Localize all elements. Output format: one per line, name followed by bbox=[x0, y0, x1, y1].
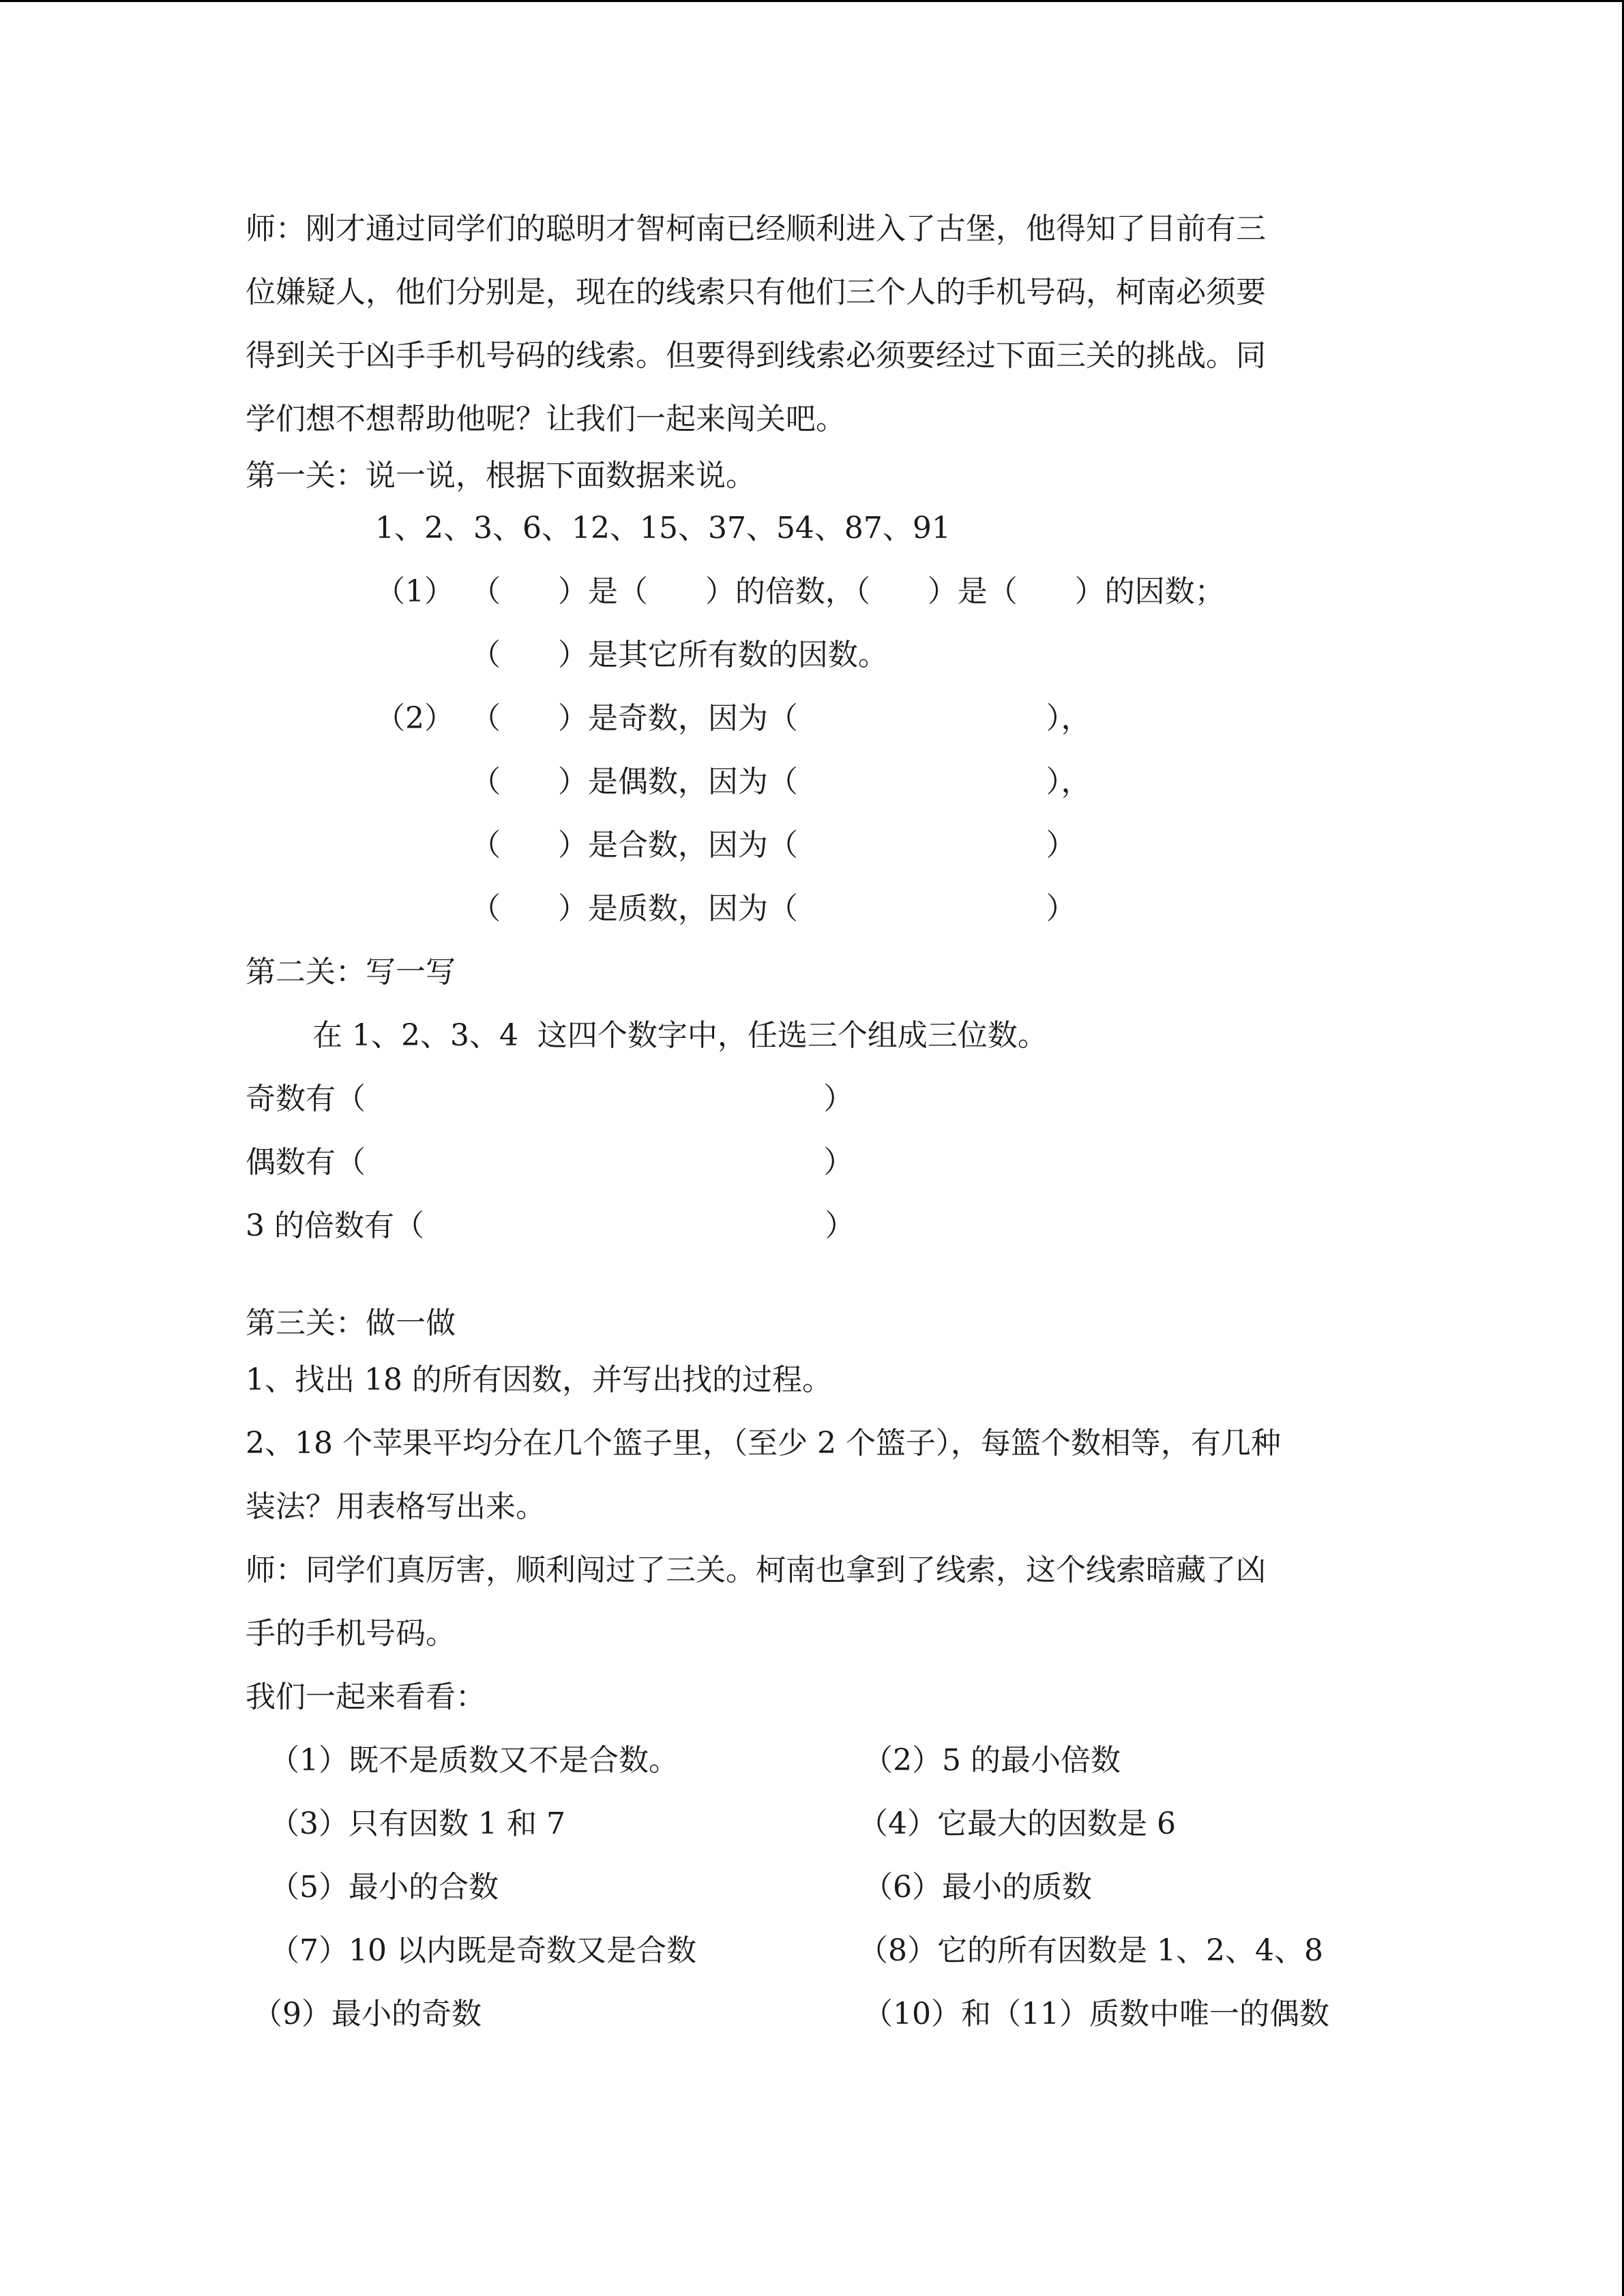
clue-left: （3）只有因数 1 和 7 bbox=[269, 1806, 565, 1841]
intro-line-1: 师：刚才通过同学们的聪明才智柯南已经顺利进入了古堡，他得知了目前有三 bbox=[246, 211, 1266, 246]
level3-item-1: 1、找出 18 的所有因数，并写出找的过程。 bbox=[246, 1362, 832, 1397]
level1-q1-text: （ ）是（ ）的倍数，（ ）是（ ）的因数； bbox=[471, 574, 1225, 609]
level2-odd: 奇数有（ ） bbox=[246, 1082, 854, 1116]
clue-right: （2）5 的最小倍数 bbox=[863, 1743, 1121, 1778]
level1-q2-label: （2） bbox=[375, 701, 454, 736]
level2-multiple3: 3 的倍数有（ ） bbox=[246, 1208, 855, 1243]
level3-title: 第三关：做一做 bbox=[246, 1306, 456, 1341]
level2-instruction: 在 1、2、3、4 这四个数字中，任选三个组成三位数。 bbox=[312, 1018, 1048, 1053]
intro-line-4: 学们想不想帮助他呢？让我们一起来闯关吧。 bbox=[246, 402, 846, 436]
intro-line-2: 位嫌疑人，他们分别是，现在的线索只有他们三个人的手机号码，柯南必须要 bbox=[246, 275, 1266, 310]
intro-line-3: 得到关于凶手手机号码的线索。但要得到线索必须要经过下面三关的挑战。同 bbox=[246, 338, 1266, 373]
level1-q2-prime: （ ）是质数，因为（ ） bbox=[471, 891, 1076, 926]
level1-q2-odd: （ ）是奇数，因为（ ）， bbox=[471, 701, 1091, 736]
level3-item-2-line-1: 2、18 个苹果平均分在几个篮子里，（至少 2 个篮子），每篮个数相等，有几种 bbox=[246, 1426, 1281, 1461]
outro-line-3: 我们一起来看看： bbox=[246, 1680, 486, 1714]
level1-q1-label: （1） bbox=[375, 574, 454, 609]
level2-even: 偶数有（ ） bbox=[246, 1145, 854, 1180]
clue-left: （5）最小的合数 bbox=[269, 1870, 499, 1905]
clue-right: （6）最小的质数 bbox=[863, 1870, 1092, 1905]
clue-right: （8）它的所有因数是 1、2、4、8 bbox=[858, 1933, 1323, 1968]
clue-right: （10）和（11）质数中唯一的偶数 bbox=[863, 1997, 1329, 2031]
level1-title: 第一关：说一说，根据下面数据来说。 bbox=[246, 458, 756, 493]
level3-item-2-line-2: 装法？用表格写出来。 bbox=[246, 1489, 546, 1524]
clue-left: （9）最小的奇数 bbox=[252, 1997, 482, 2031]
outro-line-1: 师：同学们真厉害，顺利闯过了三关。柯南也拿到了线索，这个线索暗藏了凶 bbox=[246, 1553, 1266, 1587]
level1-q2-composite: （ ）是合数，因为（ ） bbox=[471, 828, 1076, 863]
level1-q1-line2: （ ）是其它所有数的因数。 bbox=[471, 638, 888, 672]
level1-q2-even: （ ）是偶数，因为（ ）， bbox=[471, 764, 1091, 799]
level1-numbers: 1、2、3、6、12、15、37、54、87、91 bbox=[375, 511, 951, 546]
level2-title: 第二关：写一写 bbox=[246, 955, 456, 989]
clue-left: （7）10 以内既是奇数又是合数 bbox=[269, 1933, 696, 1968]
clue-left: （1）既不是质数又不是合数。 bbox=[269, 1743, 679, 1778]
clue-right: （4）它最大的因数是 6 bbox=[858, 1806, 1176, 1841]
page-border-top bbox=[0, 0, 1624, 2]
outro-line-2: 手的手机号码。 bbox=[246, 1616, 456, 1651]
